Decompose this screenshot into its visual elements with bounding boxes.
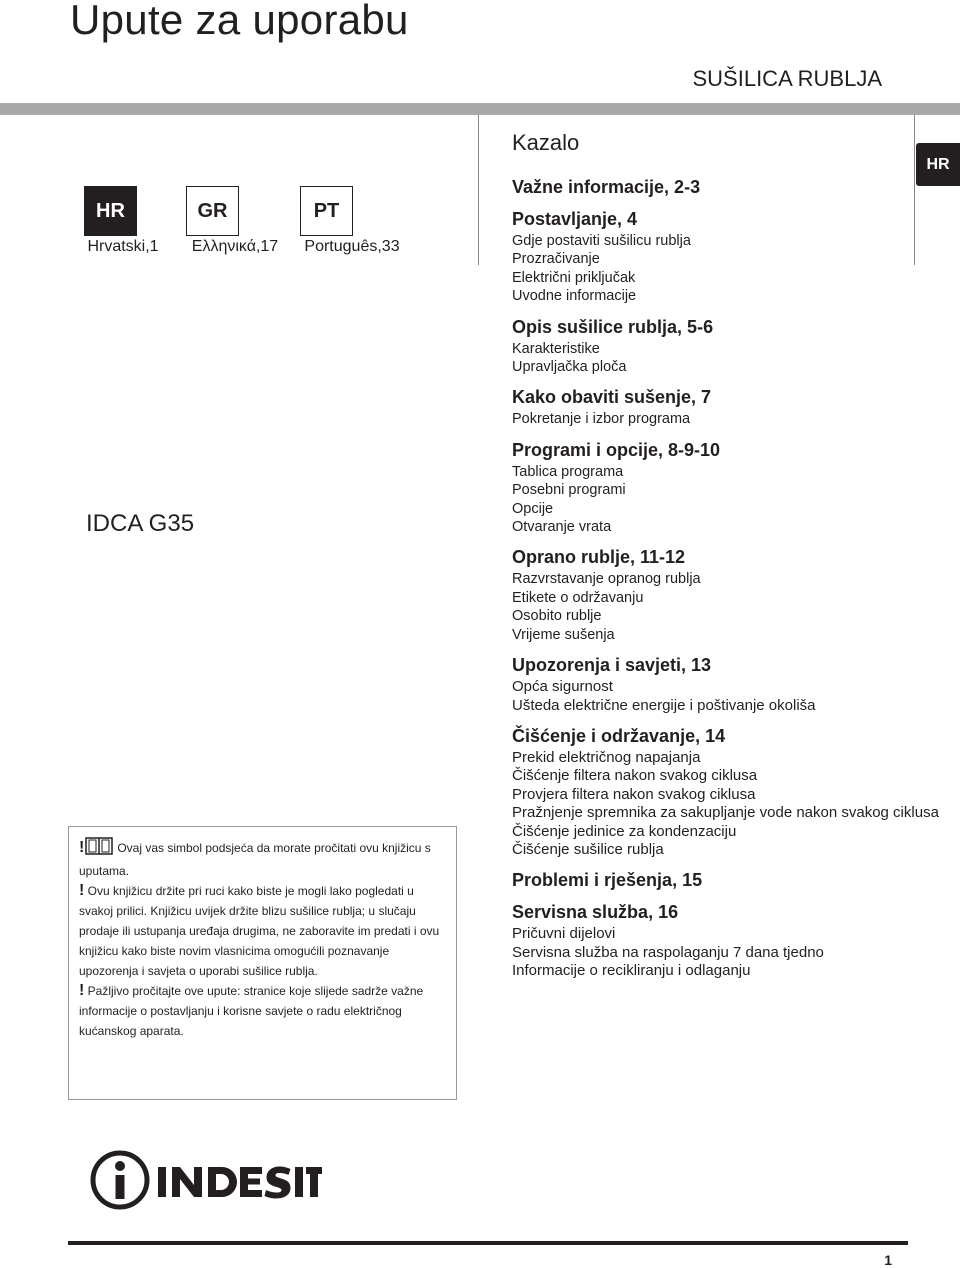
toc-item[interactable]: Osobito rublje bbox=[512, 608, 602, 625]
divider bbox=[478, 115, 479, 265]
toc-section-title[interactable]: Upozorenja i savjeti, 13 bbox=[512, 655, 712, 676]
lang-label-pt[interactable]: Português,33 bbox=[304, 238, 400, 255]
warning-icon: ! bbox=[79, 882, 85, 899]
toc-item[interactable]: Gdje postaviti sušilicu rublja bbox=[512, 233, 691, 249]
lang-code: HR bbox=[96, 199, 125, 222]
table-of-contents bbox=[512, 130, 952, 991]
notice-paragraph bbox=[79, 881, 446, 981]
toc-section bbox=[512, 654, 952, 715]
toc-section bbox=[512, 208, 952, 306]
toc-section bbox=[512, 386, 952, 428]
notice-text-2: Ovu knjižicu držite pri ruci kako biste je mogli lako pogledati u svakoj prilici. Knjižicu uvijek držite blizu sušilice rublja; u slučaju prodaje ili ustupanja uređaja drugima, ne zaboravite im predati i ovu knjižicu kako biste novim vlasnicima omogućili poznavanje upozorenja i savjeta o uporabi sušilice rublja. bbox=[79, 884, 440, 978]
notice-text-1: Ovaj vas simbol podsjeća da morate pročitati ovu knjižicu s uputama. bbox=[79, 841, 431, 878]
toc-section bbox=[512, 439, 952, 537]
toc-sections bbox=[512, 176, 952, 981]
toc-item[interactable]: Pričuvni dijelovi bbox=[512, 925, 616, 943]
lang-label-hr[interactable]: Hrvatski,1 bbox=[87, 238, 159, 255]
toc-item[interactable]: Pražnjenje spremnika za sakupljanje vode nakon svakog ciklusa bbox=[512, 804, 939, 822]
toc-section-title[interactable]: Problemi i rješenja, 15 bbox=[512, 870, 703, 891]
header-bar bbox=[0, 103, 960, 115]
footer-bar bbox=[68, 1241, 908, 1245]
toc-section-title[interactable]: Čišćenje i održavanje, 14 bbox=[512, 725, 726, 746]
warning-icon: ! bbox=[79, 839, 85, 856]
toc-section-title[interactable]: Postavljanje, 4 bbox=[512, 209, 638, 229]
toc-section bbox=[512, 901, 952, 980]
notice-paragraph bbox=[79, 981, 446, 1041]
toc-item[interactable]: Tablica programa bbox=[512, 463, 624, 480]
toc-item[interactable]: Servisna služba na raspolaganju 7 dana tjedno bbox=[512, 943, 824, 961]
toc-section-title[interactable]: Kako obaviti sušenje, 7 bbox=[512, 387, 712, 408]
lang-box-pt[interactable] bbox=[300, 186, 353, 236]
toc-item[interactable]: Provjera filtera nakon svakog ciklusa bbox=[512, 785, 756, 803]
language-badge: HR bbox=[916, 143, 960, 186]
book-icon bbox=[85, 837, 113, 861]
toc-section bbox=[512, 869, 952, 891]
lang-box-gr[interactable] bbox=[186, 186, 239, 236]
notice-text-3: Pažljivo pročitajte ove upute: stranice koje slijede sadrže važne informacije o postavljanju i korisne savjete o radu električnog kućanskog aparata. bbox=[79, 984, 424, 1038]
warning-icon: ! bbox=[79, 982, 85, 999]
toc-section bbox=[512, 725, 952, 859]
toc-item[interactable]: Čišćenje sušilice rublja bbox=[512, 840, 664, 858]
toc-section bbox=[512, 176, 952, 198]
lang-code: PT bbox=[313, 199, 340, 222]
toc-item[interactable]: Informacije o recikliranju i odlaganju bbox=[512, 962, 751, 980]
toc-section-title[interactable]: Programi i opcije, 8-9-10 bbox=[512, 439, 721, 460]
toc-item[interactable]: Opcije bbox=[512, 500, 554, 517]
toc-item[interactable]: Otvaranje vrata bbox=[512, 519, 612, 536]
toc-section-title[interactable]: Opis sušilice rublja, 5-6 bbox=[512, 316, 714, 337]
toc-item[interactable]: Posebni programi bbox=[512, 482, 626, 499]
toc-item[interactable]: Razvrstavanje opranog rublja bbox=[512, 571, 701, 588]
document-subtitle: SUŠILICA RUBLJA bbox=[692, 66, 882, 91]
toc-item[interactable]: Etikete o održavanju bbox=[512, 589, 644, 606]
toc-section-title[interactable]: Oprano rublje, 11-12 bbox=[512, 547, 686, 568]
toc-item[interactable]: Ušteda električne energije i poštivanje okoliša bbox=[512, 696, 816, 714]
toc-item[interactable]: Karakteristike bbox=[512, 340, 600, 357]
toc-item[interactable]: Čišćenje filtera nakon svakog ciklusa bbox=[512, 767, 758, 785]
lang-label-gr[interactable]: Ελληνικά,17 bbox=[191, 238, 279, 255]
notice-box bbox=[68, 826, 457, 1100]
toc-heading: Kazalo bbox=[512, 130, 580, 155]
page-number: 1 bbox=[884, 1252, 892, 1268]
model-name: IDCA G35 bbox=[86, 510, 195, 537]
toc-section bbox=[512, 546, 952, 644]
indesit-logo-icon bbox=[90, 1150, 322, 1210]
toc-item[interactable]: Uvodne informacije bbox=[512, 288, 637, 305]
toc-item[interactable]: Prozračivanje bbox=[512, 251, 600, 268]
toc-item[interactable]: Električni priključak bbox=[512, 269, 636, 286]
toc-item[interactable]: Upravljačka ploča bbox=[512, 359, 627, 376]
toc-item[interactable]: Vrijeme sušenja bbox=[512, 626, 615, 643]
notice-paragraph bbox=[79, 837, 446, 881]
toc-item[interactable]: Opća sigurnost bbox=[512, 678, 613, 696]
toc-item[interactable]: Pokretanje i izbor programa bbox=[512, 411, 691, 428]
toc-item[interactable]: Prekid električnog napajanja bbox=[512, 748, 701, 766]
toc-section bbox=[512, 316, 952, 377]
page-title: Upute za uporabu bbox=[70, 0, 409, 43]
toc-item[interactable]: Čišćenje jedinice za kondenzaciju bbox=[512, 822, 737, 840]
lang-code: GR bbox=[197, 199, 228, 222]
lang-box-hr[interactable] bbox=[84, 186, 137, 236]
toc-section-title[interactable]: Servisna služba, 16 bbox=[512, 902, 679, 923]
toc-section-title[interactable]: Važne informacije, 2-3 bbox=[512, 177, 701, 197]
